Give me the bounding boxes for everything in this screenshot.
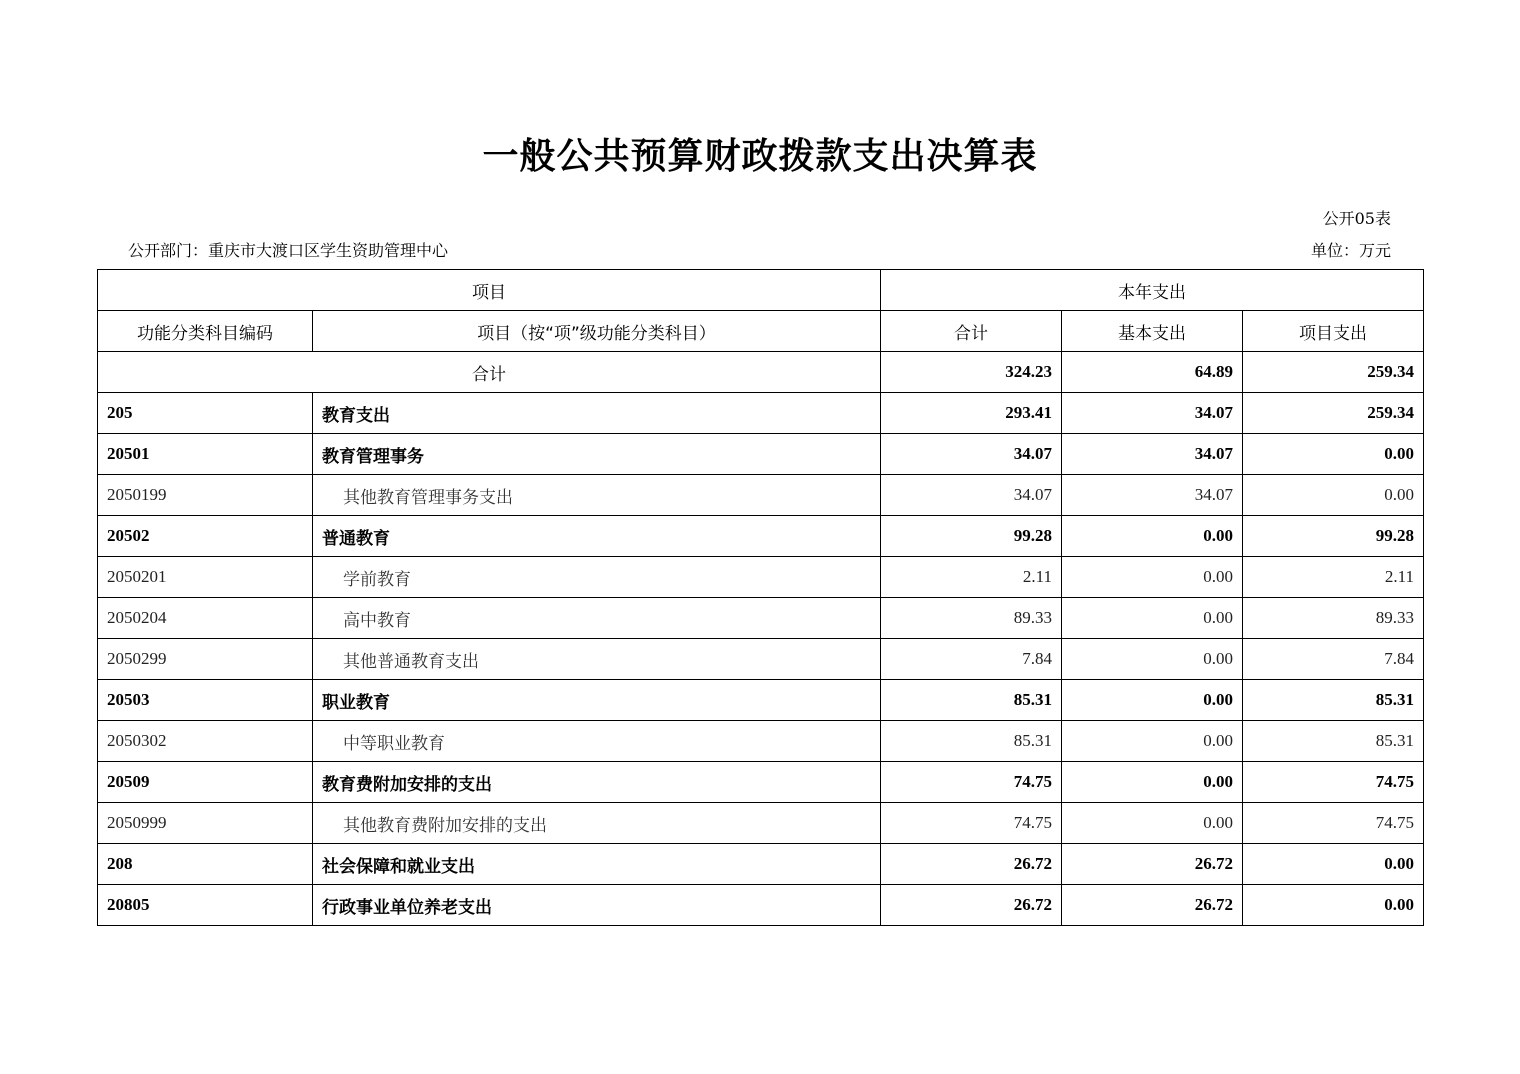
header-project: 项目	[98, 270, 881, 311]
name-cell: 其他教育管理事务支出	[313, 475, 881, 516]
total-cell: 85.31	[881, 680, 1062, 721]
table-row	[98, 434, 1424, 475]
project-cell: 85.31	[1243, 680, 1424, 721]
basic-cell: 0.00	[1062, 680, 1243, 721]
total-cell: 74.75	[881, 762, 1062, 803]
code-cell: 208	[98, 844, 313, 885]
project-cell: 259.34	[1243, 393, 1424, 434]
table-row	[98, 639, 1424, 680]
code-cell: 20503	[98, 680, 313, 721]
basic-cell: 0.00	[1062, 598, 1243, 639]
table-row	[98, 557, 1424, 598]
code-cell: 2050999	[98, 803, 313, 844]
total-cell: 293.41	[881, 393, 1062, 434]
table-row	[98, 721, 1424, 762]
code-cell: 2050204	[98, 598, 313, 639]
basic-cell: 0.00	[1062, 762, 1243, 803]
total-total: 324.23	[881, 352, 1062, 393]
basic-cell: 0.00	[1062, 516, 1243, 557]
total-cell: 34.07	[881, 475, 1062, 516]
code-cell: 205	[98, 393, 313, 434]
code-cell: 20509	[98, 762, 313, 803]
project-cell: 2.11	[1243, 557, 1424, 598]
table-row	[98, 598, 1424, 639]
table-row	[98, 516, 1424, 557]
header-item: 项目（按“项”级功能分类科目）	[313, 311, 881, 352]
project-cell: 99.28	[1243, 516, 1424, 557]
total-cell: 34.07	[881, 434, 1062, 475]
total-cell: 7.84	[881, 639, 1062, 680]
code-cell: 2050199	[98, 475, 313, 516]
form-number: 公开05表	[1322, 209, 1391, 228]
project-cell: 0.00	[1243, 434, 1424, 475]
name-cell: 教育费附加安排的支出	[313, 762, 881, 803]
total-label: 合计	[98, 352, 881, 393]
name-cell: 教育支出	[313, 393, 881, 434]
budget-table	[97, 269, 1424, 926]
table-row	[98, 762, 1424, 803]
project-cell: 85.31	[1243, 721, 1424, 762]
basic-cell: 0.00	[1062, 639, 1243, 680]
code-cell: 20502	[98, 516, 313, 557]
basic-cell: 26.72	[1062, 885, 1243, 926]
header-total: 合计	[881, 311, 1062, 352]
total-cell: 26.72	[881, 885, 1062, 926]
name-cell: 行政事业单位养老支出	[313, 885, 881, 926]
project-cell: 89.33	[1243, 598, 1424, 639]
table-row	[98, 844, 1424, 885]
name-cell: 中等职业教育	[313, 721, 881, 762]
total-basic: 64.89	[1062, 352, 1243, 393]
total-project: 259.34	[1243, 352, 1424, 393]
table-row	[98, 393, 1424, 434]
header-project-expense: 项目支出	[1243, 311, 1424, 352]
name-cell: 普通教育	[313, 516, 881, 557]
name-cell: 教育管理事务	[313, 434, 881, 475]
page-title: 一般公共预算财政拨款支出决算表	[482, 136, 1038, 177]
basic-cell: 34.07	[1062, 475, 1243, 516]
total-row	[98, 352, 1424, 393]
total-cell: 99.28	[881, 516, 1062, 557]
name-cell: 高中教育	[313, 598, 881, 639]
code-cell: 2050302	[98, 721, 313, 762]
project-cell: 74.75	[1243, 803, 1424, 844]
header-code: 功能分类科目编码	[98, 311, 313, 352]
total-cell: 74.75	[881, 803, 1062, 844]
total-cell: 89.33	[881, 598, 1062, 639]
name-cell: 其他教育费附加安排的支出	[313, 803, 881, 844]
basic-cell: 0.00	[1062, 557, 1243, 598]
table-row	[98, 475, 1424, 516]
name-cell: 学前教育	[313, 557, 881, 598]
table-row	[98, 803, 1424, 844]
total-cell: 2.11	[881, 557, 1062, 598]
total-cell: 85.31	[881, 721, 1062, 762]
basic-cell: 0.00	[1062, 803, 1243, 844]
project-cell: 0.00	[1243, 475, 1424, 516]
header-row-2	[98, 311, 1424, 352]
basic-cell: 0.00	[1062, 721, 1243, 762]
code-cell: 20805	[98, 885, 313, 926]
basic-cell: 34.07	[1062, 434, 1243, 475]
unit-label: 单位：万元	[1310, 241, 1391, 260]
code-cell: 20501	[98, 434, 313, 475]
name-cell: 其他普通教育支出	[313, 639, 881, 680]
project-cell: 0.00	[1243, 885, 1424, 926]
project-cell: 0.00	[1243, 844, 1424, 885]
table-row	[98, 885, 1424, 926]
project-cell: 7.84	[1243, 639, 1424, 680]
header-basic: 基本支出	[1062, 311, 1243, 352]
project-cell: 74.75	[1243, 762, 1424, 803]
total-cell: 26.72	[881, 844, 1062, 885]
table-row	[98, 680, 1424, 721]
code-cell: 2050299	[98, 639, 313, 680]
name-cell: 职业教育	[313, 680, 881, 721]
code-cell: 2050201	[98, 557, 313, 598]
name-cell: 社会保障和就业支出	[313, 844, 881, 885]
basic-cell: 26.72	[1062, 844, 1243, 885]
header-row-1	[98, 270, 1424, 311]
basic-cell: 34.07	[1062, 393, 1243, 434]
department-label: 公开部门：重庆市大渡口区学生资助管理中心	[128, 241, 449, 260]
header-current-year: 本年支出	[881, 270, 1424, 311]
